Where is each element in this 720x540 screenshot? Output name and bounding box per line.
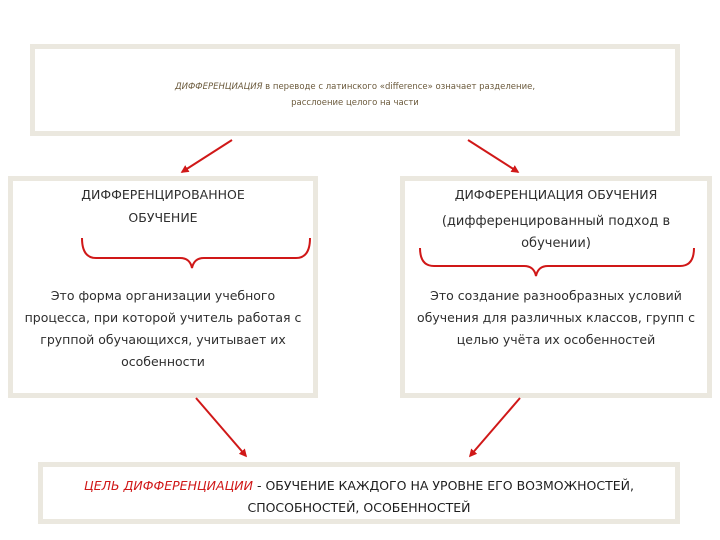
right-brace	[420, 248, 694, 276]
definition-line2: расслоение целого на части	[291, 98, 419, 108]
left-title: ДИФФЕРЕНЦИРОВАННОЕ ОБУЧЕНИЕ	[81, 187, 245, 225]
arrow-left-to-goal	[196, 398, 246, 456]
goal-label: ЦЕЛЬ ДИФФЕРЕНЦИАЦИИ	[84, 478, 253, 493]
definition-line1: в переводе с латинского «difference» означает разделение,	[262, 82, 536, 92]
right-subtitle: (дифференцированный подход в обучении)	[441, 214, 671, 251]
right-title: ДИФФЕРЕНЦИАЦИЯ ОБУЧЕНИЯ	[454, 187, 658, 202]
arrow-right-to-goal	[470, 398, 520, 456]
right-description: Это создание разнообразных условий обучения для различных классов, групп с целью учёта их особенностей	[417, 288, 695, 347]
goal-description: - ОБУЧЕНИЕ КАЖДОГО НА УРОВНЕ ЕГО ВОЗМОЖНОСТЕЙ, СПОСОБНОСТЕЙ, ОСОБЕННОСТЕЙ	[247, 478, 634, 515]
arrow-top-to-right	[468, 140, 518, 172]
definition-term: ДИФФЕРЕНЦИАЦИЯ	[174, 82, 263, 92]
left-description: Это форма организации учебного процесса, при которой учитель работая с группой обучающихся, учитывает их особенности	[24, 288, 302, 369]
left-brace	[82, 238, 310, 268]
arrow-top-to-left	[182, 140, 232, 172]
